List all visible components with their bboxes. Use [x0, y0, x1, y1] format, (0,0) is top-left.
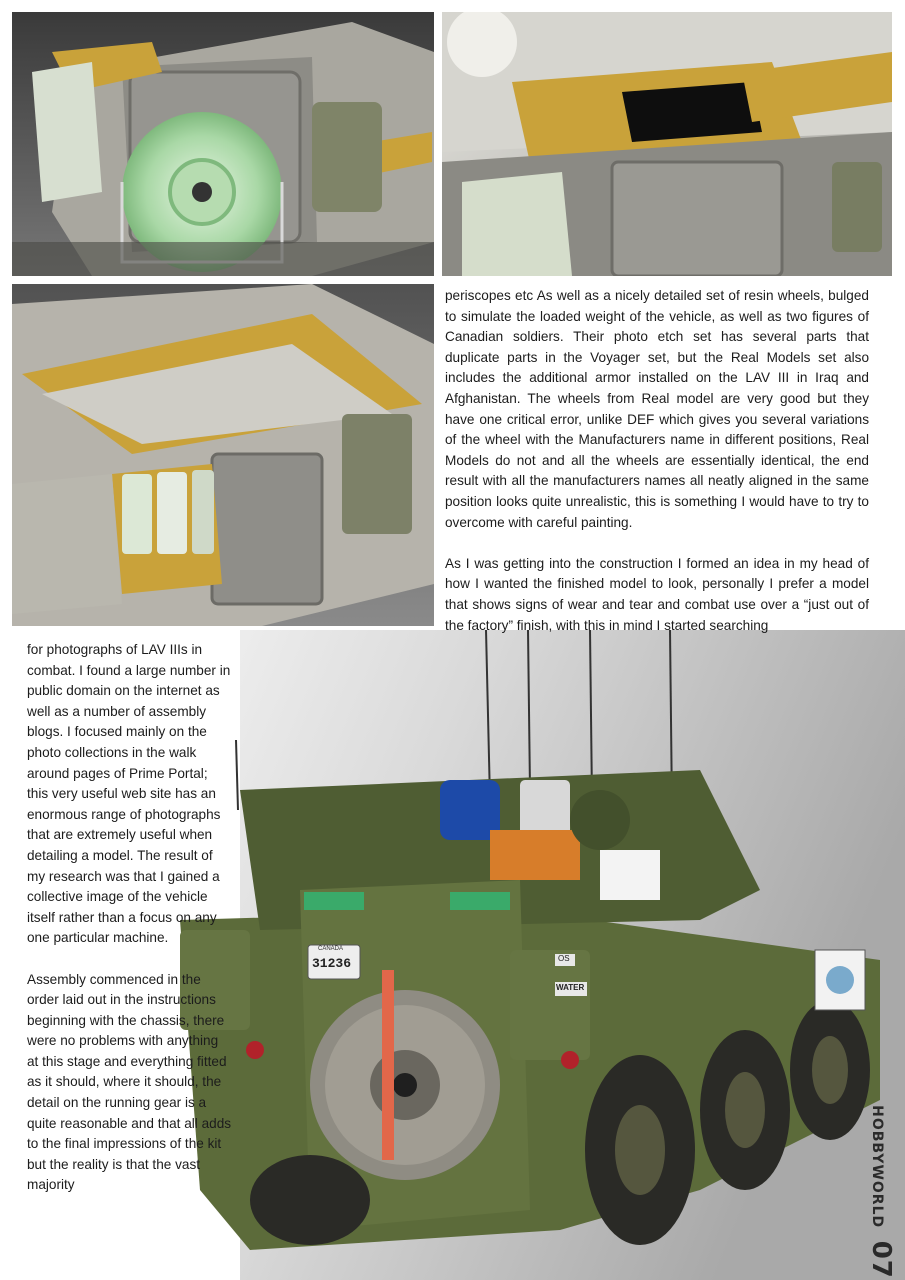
photo-etch-hull-top [442, 12, 892, 276]
article-paragraph: periscopes etc As well as a nicely detailed set of resin wheels, bulged to simulate the loaded weight of the vehicle, as well as two figures of Canadian soldiers. Their photo etch set has several parts that duplicate parts in the Voyager set, but the Real Models set also includes the additional armor installed on the LAV III in Iraq and Afghanistan. The wheels from Real model are very good but they have one critical error, unlike DEF which gives you several variations of the wheel with the Manufacturers name in different positions, Real Models do not and all the wheels are essentially identical, the end result with all the manufacturers names all neatly aligned in the same position looks quite unrealistic, this is something I would have to try to overcome with careful painting. [445, 288, 869, 530]
jerrycan-label: WATER [556, 983, 585, 992]
article-left-column [27, 640, 232, 1196]
plate-country: CANADA [318, 946, 344, 952]
photo-etch-rear-hatch [12, 12, 434, 276]
jerrycan-mark: OS [558, 954, 570, 963]
plate-number: 31236 [312, 956, 352, 971]
page-number: 07 [866, 1240, 897, 1279]
article-paragraph: Assembly commenced in the order laid out in the instructions beginning with the chassis, there were no problems with anything at this stage and everything fitted as it should, where it should, the detail on the running gear is a quite reasonable and that all adds to the final impressions of the kit but the reality is that the vast majority [27, 971, 232, 1193]
article-paragraph: for photographs of LAV IIIs in combat. I found a large number in public domain on the internet as well as a number of assembly blogs. I focused mainly on the photo collections in the walk around pages of Prime Portal; this very useful web site has an enormous range of photographs that are extremely useful when detailing a model. The result of my research was that I gained a collective image of the vehicle itself rather than a focus on any one particular machine. [27, 642, 231, 946]
article-right-column [445, 286, 869, 636]
article-paragraph: As I was getting into the construction I formed an idea in my head of how I wanted the finished model to look, personally I prefer a model that shows signs of wear and tear and combat use over a “just out of the factory” finish, with this in mind I started searching [445, 555, 869, 633]
page-footer-brand [863, 1105, 899, 1279]
brand-name: HOBBYWORLD [869, 1105, 886, 1229]
photo-etch-rear-side [12, 284, 434, 626]
